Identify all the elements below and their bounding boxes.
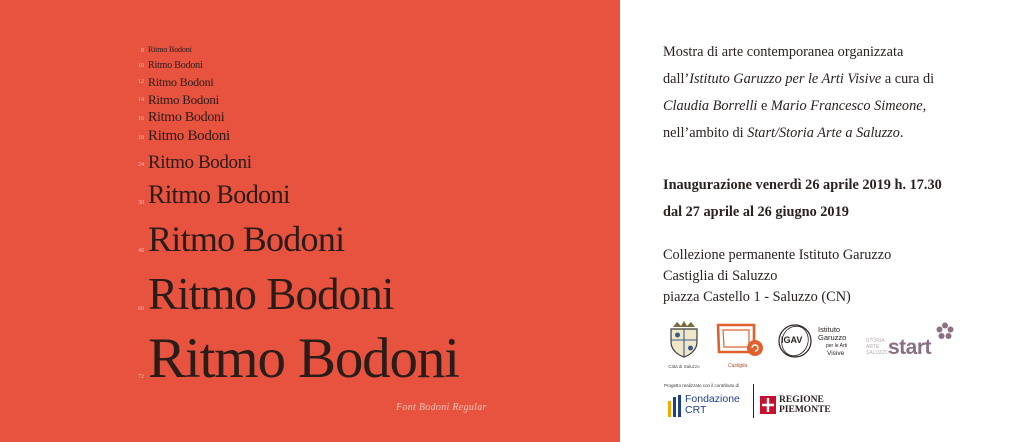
inauguration-line: Inaugurazione venerdì 26 aprile 2019 h. 17.30 (663, 177, 942, 193)
fondazione-crt-icon (668, 395, 682, 417)
specimen-text: Ritmo Bodoni (148, 152, 252, 173)
project-name: Start/Storia Arte a Saluzzo (747, 125, 900, 141)
size-label: 14 (138, 97, 144, 103)
venue-line-1: Collezione permanente Istituto Garuzzo (663, 247, 892, 263)
specimen-text: Ritmo Bodoni (148, 45, 192, 54)
igav-mark: IGAV (781, 335, 803, 345)
exhibition-dates: dal 27 aprile al 26 giugno 2019 (663, 204, 849, 220)
size-label: 10 (138, 63, 144, 69)
specimen-text: Ritmo Bodoni (148, 180, 290, 209)
regione-piemonte-logo (760, 395, 831, 417)
specimen-text: Ritmo Bodoni (148, 75, 214, 89)
size-label: 12 (138, 79, 144, 85)
start-word: start (888, 336, 932, 359)
coat-of-arms-icon (664, 320, 704, 358)
igav-name: Istituto Garuzzo per le Arti Visive (818, 325, 848, 357)
specimen-text: Ritmo Bodoni (148, 92, 219, 107)
size-label: 18 (138, 135, 144, 141)
size-label: 30 (138, 200, 144, 206)
venue-line-3: piazza Castello 1 - Saluzzo (CN) (663, 289, 851, 305)
size-label: 16 (138, 116, 144, 122)
sponsor-divider (753, 384, 754, 418)
curator-1: Claudia Borrelli (663, 98, 758, 114)
size-label: 72 (138, 374, 144, 380)
start-small-text: STORIA ARTE SALUZZO (866, 338, 890, 356)
citta-caption: Città di Saluzzo (668, 364, 700, 369)
castiglia-caption: Castiglia (728, 363, 748, 369)
specimen-text: Ritmo Bodoni (148, 110, 225, 125)
fondazione-crt-name: Fondazione CRT (685, 393, 740, 416)
description-line-4: nell’ambito di Start/Storia Arte a Saluzzo. (663, 125, 904, 141)
specimen-text: Ritmo Bodoni (148, 219, 345, 259)
description-line-2: dall’Istituto Garuzzo per le Arti Visive a cura di (663, 71, 935, 87)
description-line-3: Claudia Borrelli e Mario Francesco Simeone, (663, 98, 927, 114)
start-logo (866, 322, 956, 366)
font-name-label: Font Bodoni Regular (396, 402, 487, 413)
institute-name: Istituto Garuzzo per le Arti Visive (689, 71, 882, 87)
sponsor-note: Progetto realizzato con il contributo di (664, 383, 740, 388)
size-label: 8 (141, 48, 144, 54)
venue-line-2: Castiglia di Saluzzo (663, 268, 778, 284)
specimen-text: Ritmo Bodoni (148, 60, 203, 71)
specimen-text: Ritmo Bodoni (148, 269, 394, 319)
flower-icon (936, 322, 954, 340)
specimen-text: Ritmo Bodoni (148, 327, 459, 390)
regione-name: REGIONE PIEMONTE (779, 395, 831, 415)
castiglia-logo (714, 320, 768, 369)
castiglia-mark-icon (714, 320, 768, 358)
size-label: 60 (138, 306, 144, 312)
curator-2: Mario Francesco Simeone (770, 98, 923, 114)
size-label: 24 (138, 162, 144, 168)
fondazione-crt-logo (668, 393, 748, 419)
igav-logo (776, 322, 861, 366)
citta-di-saluzzo-logo (664, 320, 704, 369)
specimen-text: Ritmo Bodoni (148, 128, 230, 144)
regione-shield-icon (760, 396, 776, 414)
size-label: 48 (138, 248, 144, 254)
description-line-1: Mostra di arte contemporanea organizzata (663, 44, 904, 60)
